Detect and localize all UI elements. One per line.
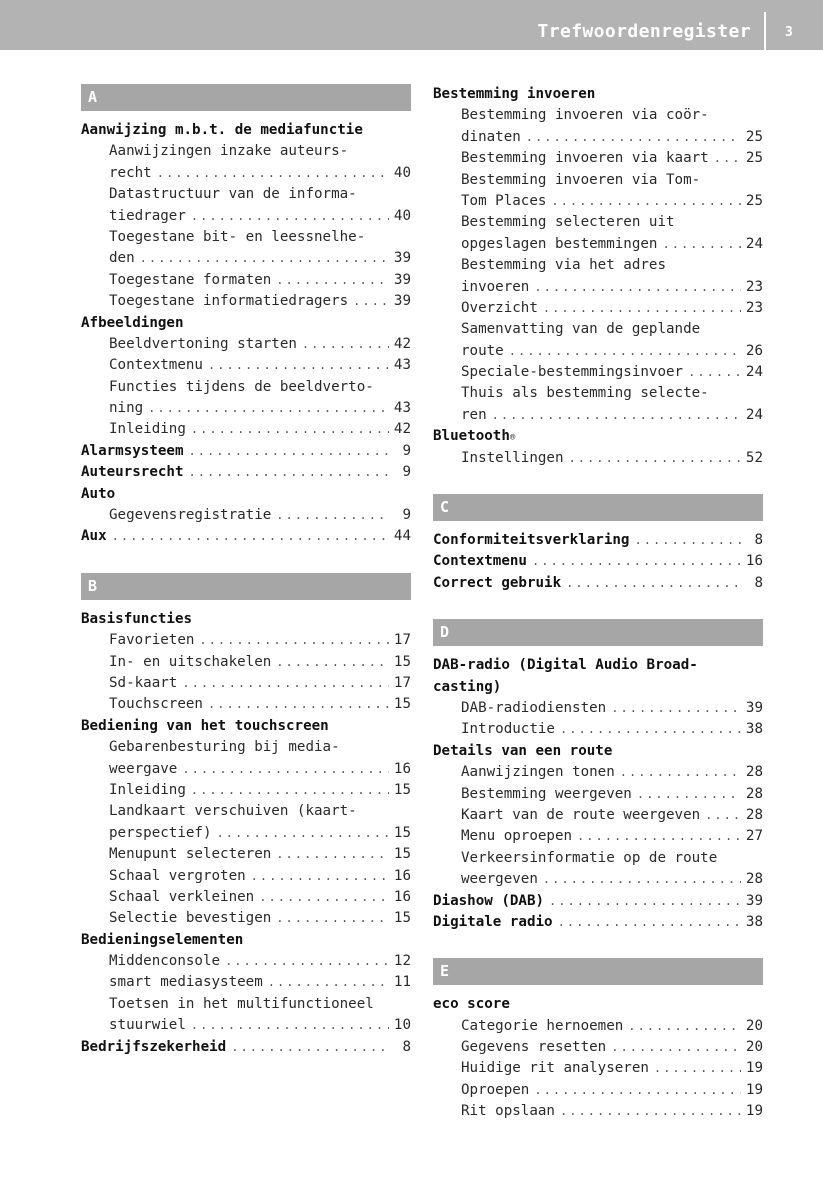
section-letter: A [81,84,411,111]
dot-leader [182,673,389,694]
page-ref: 15 [393,781,411,798]
entry-text: smart mediasysteem [109,974,263,991]
entry-text: Thuis als bestemming selecte- [461,385,709,402]
entry-text: Inleiding [109,781,186,798]
dot-leader [634,530,741,551]
index-entry [81,313,411,334]
page-ref: 20 [745,1039,763,1056]
entry-text: Correct gebruik [433,574,562,591]
index-subentry [433,362,763,383]
index-entry [433,573,763,594]
entry-text: Bedieningselementen [81,931,244,948]
index-subentry [433,1037,763,1058]
entry-text: Bestemming selecteren uit [461,214,675,231]
index-entry [81,930,411,951]
index-subentry [81,801,411,822]
dot-leader [705,805,741,826]
dot-leader [353,291,389,312]
entry-text: Kaart van de route weergeven [461,806,701,823]
index-subentry [433,212,763,233]
page-ref: 17 [393,674,411,691]
index-subentry [81,505,411,526]
entry-text: Bestemming invoeren via coör- [461,107,709,124]
page-ref: 8 [402,1038,411,1055]
page-ref: 43 [393,357,411,374]
dot-leader [231,1037,389,1058]
entry-text: Gebarenbesturing bij media- [109,739,340,756]
entry-text: Huidige rit analyseren [461,1060,649,1077]
entry-text: stuurwiel [109,1017,186,1034]
index-subentry [81,419,411,440]
index-subentry [81,887,411,908]
dot-leader [620,762,741,783]
index-subentry [81,630,411,651]
entry-text: Toegestane bit- en leessnelhe- [109,228,366,245]
entry-text: Instellingen [461,449,564,466]
section-spacer [81,548,411,573]
index-subentry [81,823,411,844]
index-subentry [433,105,763,126]
entry-text: In- en uitschakelen [109,653,272,670]
index-subentry [81,652,411,673]
index-subentry [81,248,411,269]
entry-text: opgeslagen bestemmingen [461,235,658,252]
entry-text: DAB-radiodiensten [461,699,607,716]
section-letter: B [81,573,411,600]
page-ref: 39 [745,699,763,716]
page-ref: 38 [745,721,763,738]
dot-leader [157,163,389,184]
dot-leader [532,551,741,572]
page-ref: 19 [745,1081,763,1098]
entry-text: Sd-kaart [109,674,178,691]
index-column-right [433,84,763,1123]
index-subentry [81,377,411,398]
entry-text: Rit opslaan [461,1103,555,1120]
index-subentry [81,908,411,929]
page-ref: 27 [745,828,763,845]
dot-leader [611,1037,741,1058]
index-subentry [81,759,411,780]
dot-leader [560,719,741,740]
index-entry [81,1037,411,1058]
index-subentry [81,227,411,248]
index-entry: Bluetooth ® [433,426,763,447]
index-subentry [433,1058,763,1079]
dot-leader [534,277,741,298]
entry-text: Beeldvertoning starten [109,335,297,352]
dot-leader [569,448,742,469]
index-subentry [81,184,411,205]
entry-text: Bestemming via het adres [461,257,666,274]
section-spacer [433,933,763,958]
index-subentry [433,127,763,148]
page-ref: 23 [745,278,763,295]
index-entry [81,441,411,462]
index-subentry [433,762,763,783]
entry-text: Speciale-bestemmingsinvoer [461,364,684,381]
entry-text: dinaten [461,128,521,145]
index-subentry [433,719,763,740]
section-letter: D [433,619,763,646]
dot-leader [268,972,389,993]
page-ref: 38 [745,913,763,930]
index-subentry [81,355,411,376]
page-ref: 8 [754,532,763,549]
index-subentry [433,784,763,805]
index-subentry [433,698,763,719]
entry-text: Aanwijzingen inzake auteurs- [109,143,349,160]
index-subentry [81,951,411,972]
page-ref: 24 [745,235,763,252]
section-spacer [433,594,763,619]
page-ref: 15 [393,653,411,670]
header-divider [764,12,766,50]
page-ref: 9 [402,464,411,481]
entry-text: Inleiding [109,421,186,438]
entry-text: Touchscreen [109,696,203,713]
entry-text: Aanwijzing m.b.t. de mediafunctie [81,122,363,138]
entry-text: route [461,342,504,359]
dot-leader [208,694,389,715]
entry-text: Bestemming invoeren via kaart [461,150,709,167]
entry-text: Afbeeldingen [81,314,184,331]
dot-leader [112,526,389,547]
index-entry [81,484,411,505]
page-ref: 16 [745,553,763,570]
entry-text: invoeren [461,278,530,295]
index-subentry [433,255,763,276]
index-subentry [433,298,763,319]
entry-text: Digitale radio [433,913,553,930]
entry-text: den [109,250,135,267]
index-entry [433,84,763,105]
index-entry [81,526,411,547]
index-subentry [433,405,763,426]
dot-leader [199,630,389,651]
page-ref: 17 [393,632,411,649]
index-entry [81,120,411,141]
entry-text: Datastructuur van de informa- [109,186,357,203]
header-bar [0,0,823,50]
dot-leader [566,573,741,594]
dot-leader [302,334,389,355]
index-entry [433,994,763,1015]
page-ref: 15 [393,910,411,927]
entry-text: Basisfuncties [81,610,193,627]
index-entry [433,655,763,676]
index-subentry [81,780,411,801]
page-ref: 15 [393,696,411,713]
page-ref: 16 [393,888,411,905]
entry-text: Functies tijdens de beeldverto- [109,378,374,395]
entry-text: ren [461,406,487,423]
page-ref: 19 [745,1103,763,1120]
entry-text: Diashow (DAB) [433,892,545,909]
index-subentry [81,334,411,355]
index-subentry [433,277,763,298]
entry-text: Tom Places [461,192,547,209]
page-ref: 10 [393,1017,411,1034]
page-ref: 26 [745,342,763,359]
dot-leader [225,951,389,972]
dot-leader [509,341,741,362]
entry-text: Alarmsysteem [81,442,184,459]
index-entry [433,912,763,933]
entry-text: eco score [433,996,510,1013]
entry-text: Gegevens resetten [461,1039,607,1056]
index-column-left [81,84,411,1058]
entry-text: Selectie bevestigen [109,910,272,927]
index-entry [81,609,411,630]
index-subentry [433,869,763,890]
index-subentry [81,673,411,694]
dot-leader [560,1101,741,1122]
dot-leader [276,270,389,291]
dot-leader [251,866,389,887]
index-subentry [81,1015,411,1036]
entry-text: Details van een route [433,742,613,759]
entry-text: Aanwijzingen tonen [461,764,615,781]
index-subentry [81,866,411,887]
entry-text: Auto [81,485,116,502]
dot-leader [276,652,389,673]
entry-text: weergave [109,760,178,777]
entry-text: Schaal verkleinen [109,888,255,905]
index-subentry [81,291,411,312]
entry-text: Favorieten [109,632,195,649]
entry-text: Contextmenu [109,357,203,374]
section-letter: E [433,958,763,985]
page-number: 3 [785,25,793,40]
entry-text: Middenconsole [109,953,221,970]
dot-leader [577,826,741,847]
index-entry [433,891,763,912]
entry-text: Toegestane formaten [109,271,272,288]
entry-text: Bestemming invoeren via Tom- [461,171,701,188]
page-ref: 12 [393,953,411,970]
entry-text: Bedrijfszekerheid [81,1038,227,1055]
entry-text: Contextmenu [433,553,527,570]
entry-text: Menupunt selecteren [109,846,272,863]
index-subentry [81,972,411,993]
page-ref: 24 [745,406,763,423]
page-ref: 16 [393,867,411,884]
page-ref: 28 [745,871,763,888]
dot-leader [551,191,741,212]
index-subentry [433,234,763,255]
entry-text: weergeven [461,871,538,888]
entry-text: DAB-radio (Digital Audio Broad- [433,657,698,674]
dot-leader [276,505,389,526]
index-subentry [81,844,411,865]
page-ref: 39 [393,250,411,267]
dot-leader [189,462,390,483]
dot-leader [191,206,389,227]
index-subentry [81,694,411,715]
dot-leader [714,148,741,169]
page-title: Trefwoordenregister [537,21,751,42]
entry-text: Aux [81,528,107,545]
dot-leader [543,869,741,890]
entry-text: Schaal vergroten [109,867,246,884]
page-ref: 9 [402,442,411,459]
dot-leader [549,891,741,912]
index-subentry [81,141,411,162]
dot-leader [543,298,741,319]
index-subentry [81,398,411,419]
entry-text: Oproepen [461,1081,530,1098]
page-ref: 28 [745,764,763,781]
page-ref: 24 [745,364,763,381]
page-ref: 15 [393,824,411,841]
dot-leader [140,248,389,269]
index-subentry [81,206,411,227]
dot-leader [654,1058,741,1079]
entry-text: Menu oproepen [461,828,573,845]
dot-leader [534,1080,741,1101]
page-ref: 16 [393,760,411,777]
page-ref: 52 [745,449,763,466]
dot-leader [628,1016,741,1037]
index-entry [81,462,411,483]
entry-text: Categorie hernoemen [461,1017,624,1034]
entry-text: Bestemming weergeven [461,785,632,802]
dot-leader [191,419,389,440]
page-ref: 40 [393,207,411,224]
dot-leader [611,698,741,719]
entry-text: casting) [433,678,502,695]
page-ref: 15 [393,846,411,863]
dot-leader [662,234,741,255]
index-subentry [81,163,411,184]
page-ref: 25 [745,128,763,145]
entry-text: Toetsen in het multifunctioneel [109,995,374,1012]
section-spacer [433,469,763,494]
index-subentry [81,994,411,1015]
page-ref: 42 [393,421,411,438]
index-subentry [433,341,763,362]
entry-text: Bluetooth [433,428,510,445]
dot-leader [208,355,389,376]
dot-leader [217,823,390,844]
dot-leader [189,441,390,462]
index-subentry [433,448,763,469]
index-subentry [433,848,763,869]
entry-text: Verkeersinformatie op de route [461,849,718,866]
entry-text: Bestemming invoeren [433,86,596,102]
entry-text: Toegestane informatiedragers [109,293,349,310]
index-subentry [433,1016,763,1037]
index-entry [433,530,763,551]
entry-text: Landkaart verschuiven (kaart- [109,803,357,820]
index-subentry [433,148,763,169]
entry-text: tiedrager [109,207,186,224]
page-ref: 19 [745,1060,763,1077]
entry-text: perspectief) [109,824,212,841]
page-ref: 8 [754,574,763,591]
dot-leader [276,844,389,865]
index-subentry [433,805,763,826]
dot-leader [276,908,389,929]
dot-leader [191,1015,389,1036]
entry-text: Overzicht [461,299,538,316]
entry-text: Conformiteitsverklaring [433,532,630,549]
page-ref: 42 [393,335,411,352]
page-ref: 28 [745,785,763,802]
page-ref: 25 [745,150,763,167]
dot-leader [688,362,741,383]
index-subentry [433,826,763,847]
index-subentry [433,319,763,340]
entry-text: Gegevensregistratie [109,507,272,524]
dot-leader [191,780,389,801]
index-subentry [433,170,763,191]
index-subentry [433,1080,763,1101]
page-ref: 43 [393,400,411,417]
index-subentry [81,270,411,291]
dot-leader [558,912,741,933]
page-ref: 39 [393,293,411,310]
page-ref: 39 [745,892,763,909]
dot-leader [182,759,389,780]
section-letter: C [433,494,763,521]
page-ref: 28 [745,806,763,823]
page-ref: 40 [393,164,411,181]
index-subentry [433,1101,763,1122]
page-ref: 23 [745,299,763,316]
index-entry [433,677,763,698]
entry-text: ning [109,400,144,417]
entry-text: recht [109,164,152,181]
page-ref: 39 [393,271,411,288]
page-ref: 9 [402,507,411,524]
index-entry [81,716,411,737]
index-subentry [81,737,411,758]
dot-leader [637,784,741,805]
dot-leader [148,398,389,419]
index-entry [433,551,763,572]
dot-leader [526,127,741,148]
index-subentry [433,191,763,212]
entry-text: Auteursrecht [81,464,184,481]
dot-leader [492,405,741,426]
entry-text: Introductie [461,721,555,738]
page-ref: 44 [393,528,411,545]
dot-leader [259,887,389,908]
index-subentry [433,383,763,404]
index-entry [433,741,763,762]
page-ref: 20 [745,1017,763,1034]
entry-text: Bediening van het touchscreen [81,717,329,734]
page-ref: 25 [745,192,763,209]
page-ref: 11 [393,974,411,991]
entry-text: Samenvatting van de geplande [461,321,701,338]
